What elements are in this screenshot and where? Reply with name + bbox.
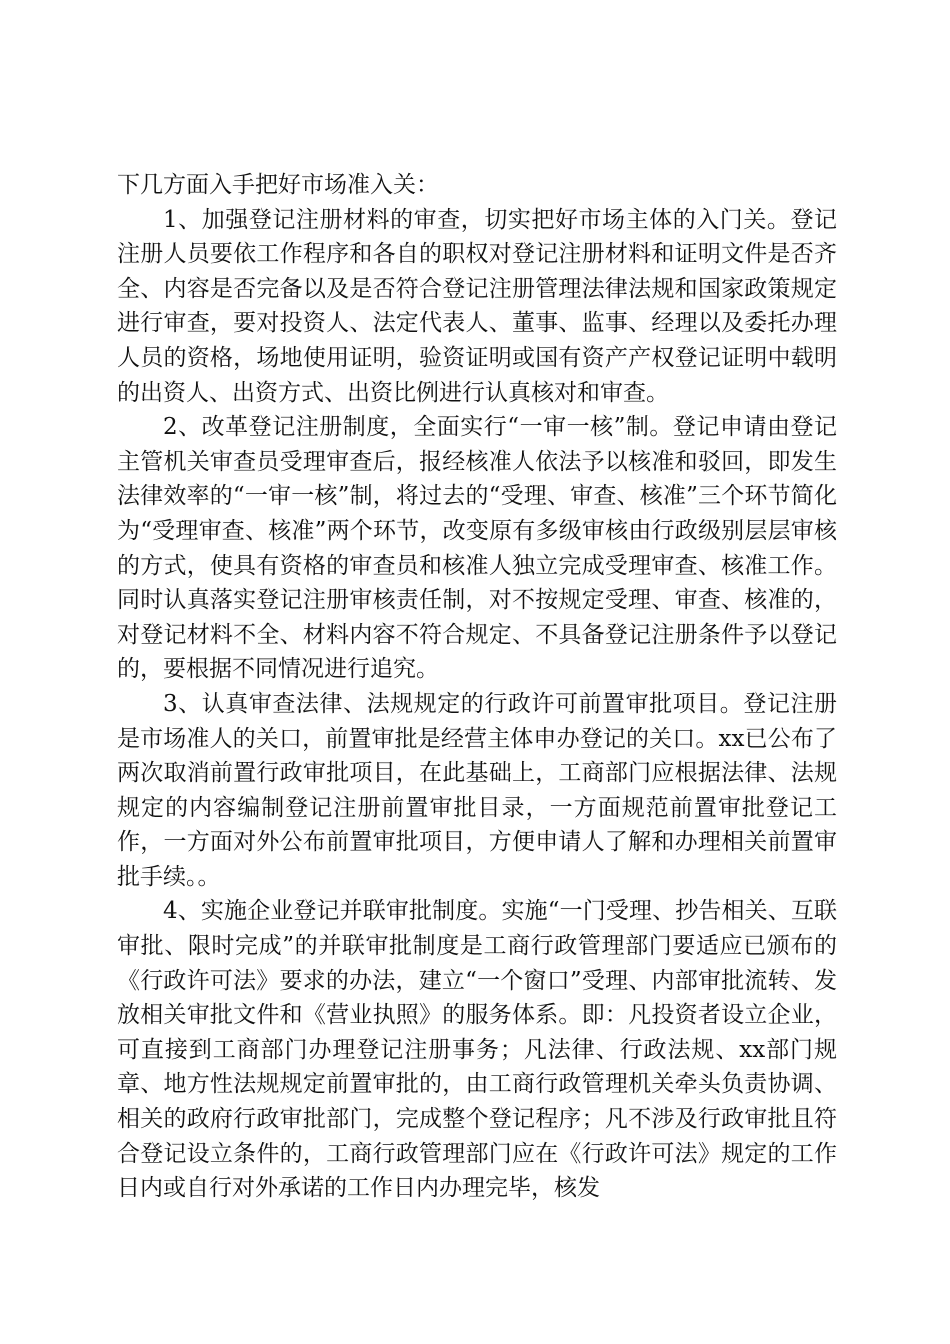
paragraph-2-one-review-one-approval: 2、改革登记注册制度，全面实行“一审一核”制。登记申请由登记主管机关审查员受理审查后，报经核准人依法予以核准和驳回，即发生法律效率的“一审一核”制，将过去的“受理、审查、核准”三个环节简化为“受理审查、核准”两个环节，改变原有多级审核由行政级别层层审核的方式，使具有资格的审查员和核准人独立完成受理审查、核准工作。同时认真落实登记注册审核责任制，对不按规定受理、审查、核准的，对登记材料不全、材料内容不符合规定、不具备登记注册条件予以登记的，要根据不同情况进行追究。 xyxy=(117,414,837,683)
paragraph-1-material-review: 1、加强登记注册材料的审查，切实把好市场主体的入门关。登记注册人员要依工作程序和各自的职权对登记注册材料和证明文件是否齐全、内容是否完备以及是否符合登记注册管理法律法规和国家政策规定进行审查，要对投资人、法定代表人、董事、监事、经理以及委托办理人员的资格，场地使用证明，验资证明或国有资产产权登记证明中载明的出资人、出资方式、出资比例进行认真核对和审查。 xyxy=(117,206,837,406)
document-page xyxy=(117,168,837,1206)
intro-line: 下几方面入手把好市场准入关： xyxy=(117,172,439,198)
paragraph-3-pre-approval-items: 3、认真审查法律、法规规定的行政许可前置审批项目。登记注册是市场准人的关口，前置审批是经营主体申办登记的关口。xx已公布了两次取消前置行政审批项目，在此基础上，工商部门应根据法律、法规规定的内容编制登记注册前置审批目录，一方面规范前置审批登记工作，一方面对外公布前置审批项目，方便申请人了解和办理相关前置审批手续。。 xyxy=(117,690,837,890)
paragraph-4-parallel-approval: 4、实施企业登记并联审批制度。实施“一门受理、抄告相关、互联审批、限时完成”的并联审批制度是工商行政管理部门要适应已颁布的《行政许可法》要求的办法，建立“一个窗口”受理、内部审批流转、发放相关审批文件和《营业执照》的服务体系。即：凡投资者设立企业，可直接到工商部门办理登记注册事务；凡法律、行政法规、xx部门规章、地方性法规规定前置审批的，由工商行政管理机关牵头负责协调、相关的政府行政审批部门，完成整个登记程序；凡不涉及行政审批且符合登记设立条件的，工商行政管理部门应在《行政许可法》规定的工作日内或自行对外承诺的工作日内办理完毕，核发 xyxy=(117,898,837,1202)
